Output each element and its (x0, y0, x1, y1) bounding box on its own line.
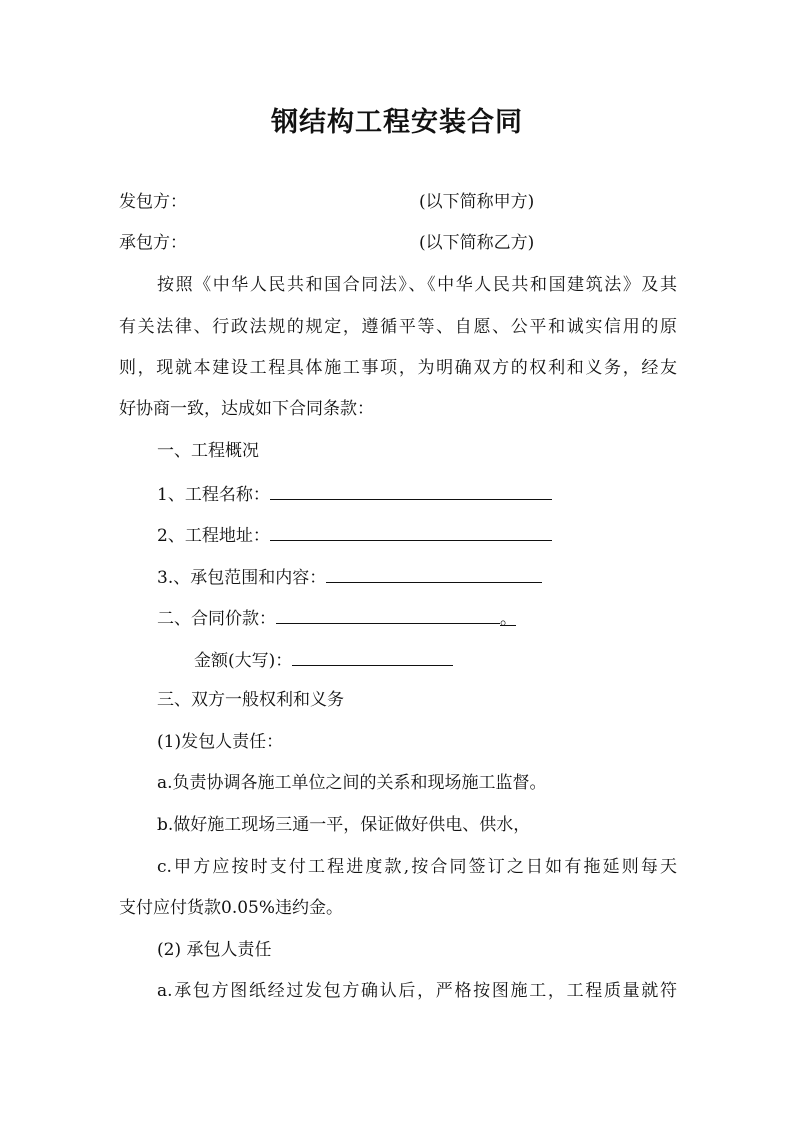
employer-duties-heading: (1)发包人责任： (157, 732, 284, 752)
preamble-line-1: 按照《中华人民共和国合同法》、《中华人民共和国建筑法》及其 (157, 275, 677, 295)
project-name-blank[interactable] (270, 481, 552, 500)
contractor-label: 承包方： (119, 233, 187, 253)
contractor-duties-heading: (2) 承包人责任 (157, 940, 272, 960)
contractor-note: (以下简称乙方) (419, 233, 535, 253)
employer-note: (以下简称甲方) (419, 192, 535, 212)
preamble-line-3: 则，现就本建设工程具体施工事项，为明确双方的权利和义务，经友 (119, 358, 677, 378)
preamble-line-2: 有关法律、行政法规的规定，遵循平等、自愿、公平和诚实信用的原 (119, 317, 677, 337)
amount-label: 金额(大写)： (194, 651, 293, 671)
scope-label: 3.、承包范围和内容： (157, 568, 327, 588)
scope-row (157, 564, 542, 590)
amount-row (194, 647, 453, 673)
project-address-row (157, 522, 552, 548)
project-address-label: 2、工程地址： (157, 526, 270, 546)
contract-price-label: 二、合同价款： (157, 609, 276, 629)
project-address-blank[interactable] (270, 522, 552, 541)
employer-label: 发包方： (119, 192, 187, 212)
document-title: 钢结构工程安装合同 (271, 107, 523, 138)
employer-duty-c-line-2: 支付应付货款0.05%违约金。 (119, 898, 344, 918)
section3-heading: 三、双方一般权利和义务 (157, 690, 344, 710)
employer-duty-b: b.做好施工现场三通一平，保证做好供电、供水， (157, 815, 531, 835)
project-name-row (157, 481, 552, 507)
employer-duty-c-line-1: c.甲方应按时支付工程进度款,按合同签订之日如有拖延则每天 (157, 857, 677, 877)
project-name-label: 1、工程名称： (157, 485, 270, 505)
amount-blank[interactable] (292, 647, 453, 666)
employer-duty-a: a.负责协调各施工单位之间的关系和现场施工监督。 (157, 773, 547, 793)
contract-price-suffix: 。 (500, 609, 517, 629)
contract-price-blank[interactable] (276, 605, 500, 624)
preamble-line-4: 好协商一致，达成如下合同条款： (119, 399, 374, 419)
contract-price-row (157, 605, 516, 631)
scope-blank[interactable] (326, 564, 542, 583)
section1-heading: 一、工程概况 (157, 441, 259, 461)
contractor-duty-a: a.承包方图纸经过发包方确认后，严格按图施工，工程质量就符 (157, 981, 677, 1001)
